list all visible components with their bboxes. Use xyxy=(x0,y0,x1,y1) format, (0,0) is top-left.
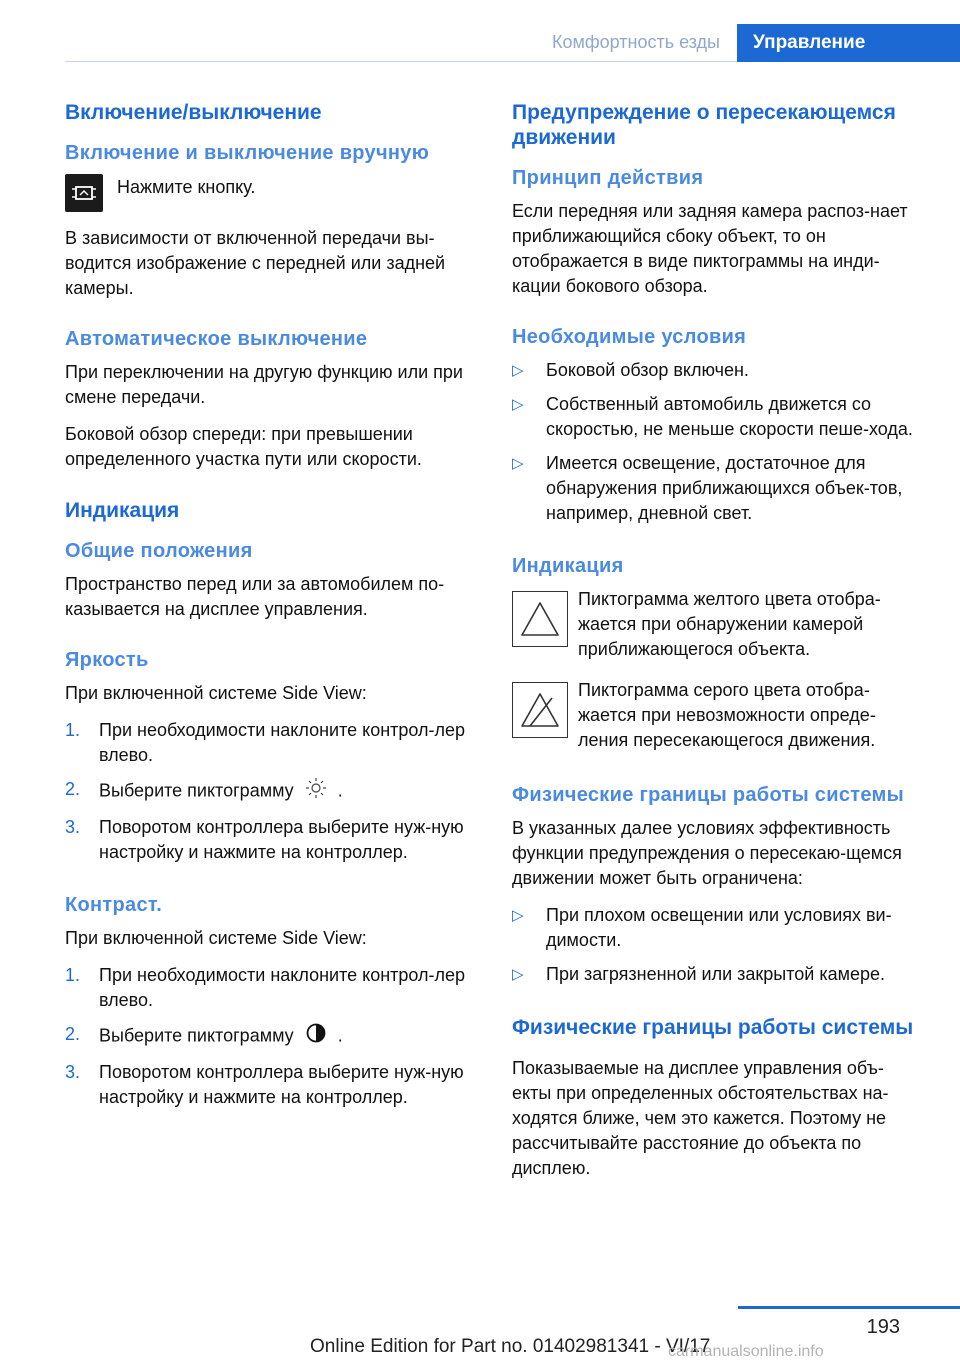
page-number: 193 xyxy=(866,1316,900,1338)
list-item: 1. При необходимости наклоните контрол-лер влево. xyxy=(65,965,466,1010)
press-button-text: Нажмите кнопку. xyxy=(117,177,256,197)
list-item: ▷ При загрязненной или закрытой камере. xyxy=(512,962,922,987)
heading-limits-1: Физические границы работы системы xyxy=(512,784,904,806)
list-item: 1. При необходимости наклоните контрол-лер влево. xyxy=(65,720,466,765)
paragraph-side-view-1: При включенной системе Side View: xyxy=(65,683,367,703)
grey-icon-text: Пиктограмма серого цвета отобра-жается при невозможности опреде-ления пересекающегося движения. xyxy=(578,680,876,750)
paragraph-side-view-2: При включенной системе Side View: xyxy=(65,928,367,948)
list-item: ▷ Боковой обзор включен. xyxy=(512,358,922,383)
sun-icon xyxy=(305,777,327,806)
brightness-steps xyxy=(65,718,480,865)
list-item: ▷ Имеется освещение, достаточное для обнаружения приближающихся объек-тов, например, дневной свет. xyxy=(512,451,922,526)
heading-conditions: Необходимые условия xyxy=(512,326,747,348)
yellow-icon-row xyxy=(512,587,922,662)
paragraph-limits-1: В указанных далее условиях эффективность функции предупреждения о пересекаю-щемся движении может быть ограничена: xyxy=(512,818,902,888)
list-item: ▷ Собственный автомобиль движется со скоростью, не меньше скорости пеше-хода. xyxy=(512,392,922,442)
footer-rule xyxy=(738,1306,960,1309)
bullet-triangle-icon: ▷ xyxy=(512,396,524,413)
watermark[interactable]: carmanualsonline.info xyxy=(668,1343,824,1360)
paragraph-limits-2: Показываемые на дисплее управления объ-екты при определенных обстоятельствах на-ходятся ближе, чем это кажется. Поэтому не рассчитывайте расстояние до объекта по дисплею. xyxy=(512,1058,889,1178)
paragraph-depends: В зависимости от включенной передачи вы-водится изображение с передней или задней камеры. xyxy=(65,228,446,298)
heading-manual: Включение и выключение вручную xyxy=(65,142,430,164)
heading-auto-off: Автоматическое выключение xyxy=(65,328,368,350)
bullet-triangle-icon: ▷ xyxy=(512,907,524,924)
chapter-tab: Управление xyxy=(737,24,960,62)
right-column xyxy=(512,100,922,1193)
heading-cross-traffic: Предупреждение о пересекающемся движении xyxy=(512,101,896,149)
grey-icon-row xyxy=(512,678,922,753)
heading-principle: Принцип действия xyxy=(512,167,704,189)
bullet-triangle-icon: ▷ xyxy=(512,455,524,472)
edition-note: Online Edition for Part no. 01402981341 - VI/17 xyxy=(310,1336,711,1357)
list-item: 3. Поворотом контроллера выберите нуж-ную настройку и нажмите на контроллер. xyxy=(65,1062,464,1107)
list-item: 3. Поворотом контроллера выберите нуж-ную настройку и нажмите на контроллер. xyxy=(65,817,464,862)
header-rule xyxy=(65,61,737,62)
warning-triangle-icon xyxy=(512,591,568,647)
list-item: ▷ При плохом освещении или условиях ви-димости. xyxy=(512,903,922,953)
list-item: 2. Выберите пиктограмму . xyxy=(65,1022,480,1051)
bullet-triangle-icon: ▷ xyxy=(512,362,524,379)
limits-list xyxy=(512,903,922,987)
heading-limits-2: Физические границы работы системы xyxy=(512,1016,914,1039)
contrast-icon xyxy=(305,1022,327,1051)
yellow-icon-text: Пиктограмма желтого цвета отобра-жается при обнаружении камерой приближающегося объекта. xyxy=(578,589,881,659)
camera-button-icon xyxy=(65,174,103,212)
heading-on-off: Включение/выключение xyxy=(65,101,322,124)
paragraph-auto-2: Боковой обзор спереди: при превышении определенного участка пути или скорости. xyxy=(65,424,422,469)
left-column xyxy=(65,100,480,1124)
heading-display: Индикация xyxy=(65,499,180,522)
list-item: 2. Выберите пиктограмму . xyxy=(65,777,480,806)
contrast-steps xyxy=(65,963,480,1110)
press-button-row xyxy=(65,174,480,212)
heading-brightness: Яркость xyxy=(65,649,149,671)
heading-display-right: Индикация xyxy=(512,555,624,577)
paragraph-general: Пространство перед или за автомобилем по-казывается на дисплее управления. xyxy=(65,574,445,619)
conditions-list xyxy=(512,358,922,526)
paragraph-principle: Если передняя или задняя камера распоз-нает приближающийся сбоку объект, то он отображается в виде пиктограммы на инди-кации бокового обзора. xyxy=(512,201,908,296)
heading-contrast: Контраст. xyxy=(65,894,163,916)
section-title: Комфортность езды xyxy=(551,32,720,52)
bullet-triangle-icon: ▷ xyxy=(512,966,524,983)
page-header xyxy=(0,0,960,62)
heading-general: Общие положения xyxy=(65,540,253,562)
warning-triangle-crossed-icon xyxy=(512,682,568,738)
paragraph-auto-1: При переключении на другую функцию или при смене передачи. xyxy=(65,362,463,407)
